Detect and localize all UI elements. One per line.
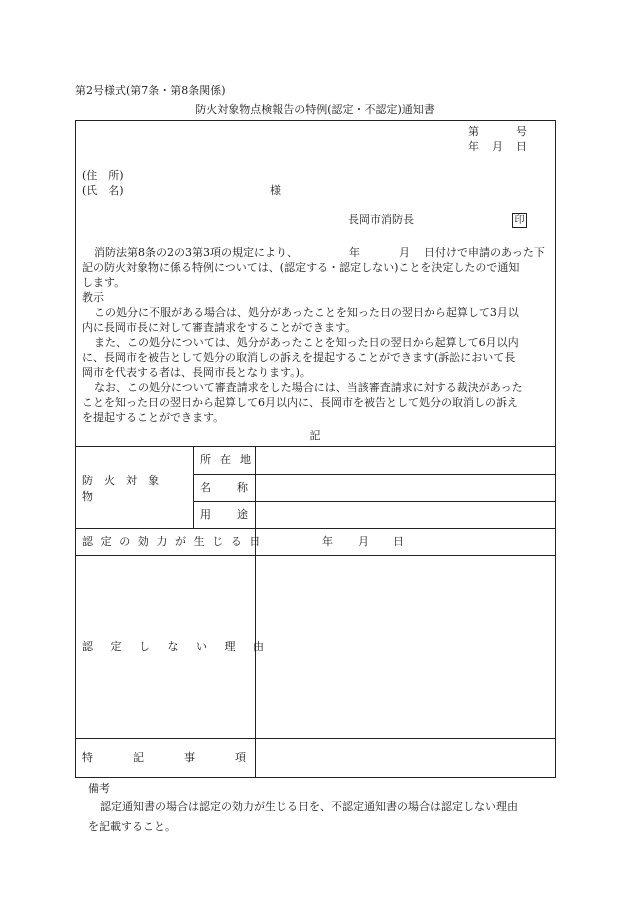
effective-day: 日 xyxy=(393,535,404,548)
table-top-line xyxy=(75,446,556,447)
name-label: (氏 名) xyxy=(82,184,124,197)
notes-label: 備考 xyxy=(88,782,110,795)
notice-line3: します。 xyxy=(82,276,126,289)
instruction-2-line1: また、この処分については、処分があったことを知った日の翌日から起算して6月以内 xyxy=(94,336,519,349)
date-year: 年 xyxy=(468,140,479,153)
location-label: 所在地 xyxy=(200,453,260,466)
instruction-label: 教示 xyxy=(82,291,104,304)
reason-label: 認定しない理由 xyxy=(82,640,282,653)
issuer-name: 長岡市消防長 xyxy=(348,213,414,226)
row-line-3 xyxy=(75,528,556,529)
row-line-5 xyxy=(75,738,556,739)
remarks-label: 特記事項 xyxy=(82,751,286,764)
row-line-4 xyxy=(75,555,556,556)
instruction-3-line2: ことを知った日の翌日から起算して6月以内に、長岡市を被告として処分の取消しの訴え xyxy=(82,396,518,409)
seal-mark: 印 xyxy=(512,213,527,228)
form-frame xyxy=(75,120,556,778)
col-line-label xyxy=(255,446,256,778)
row-line-1 xyxy=(193,474,556,475)
use-label: 用途 xyxy=(200,508,274,521)
notice-line1-c: 月 xyxy=(399,246,410,259)
instruction-3-line1: なお、この処分について審査請求をした場合には、当該審査請求に対する裁決があった xyxy=(94,381,523,394)
address-label: (住 所) xyxy=(82,169,124,182)
object-label-text: 防火対象物 xyxy=(82,474,170,503)
effective-date-label: 認定の効力が生じる日 xyxy=(82,535,268,548)
instruction-1-line2: 内に長岡市長に対して審査請求をすることができます。 xyxy=(82,321,357,334)
date-month: 月 xyxy=(492,140,503,153)
effective-year: 年 xyxy=(322,535,333,548)
instruction-2-line2: に、長岡市を被告として処分の取消しの訴えを提起することができます(訴訟において長 xyxy=(82,351,516,364)
name-label-cell: 名称 xyxy=(200,481,274,494)
effective-month: 月 xyxy=(358,535,369,548)
row-line-2 xyxy=(193,501,556,502)
form-number: 第2号様式(第7条・第8条関係) xyxy=(75,84,226,97)
col-line-object xyxy=(193,446,194,528)
ki-mark: 記 xyxy=(309,429,321,442)
number-go: 号 xyxy=(516,125,527,138)
number-dai: 第 xyxy=(468,125,479,138)
instruction-2-line3: 岡市を代表する者は、長岡市長となります。)。 xyxy=(82,366,311,379)
form-title: 防火対象物点検報告の特例(認定・不認定)通知書 xyxy=(195,103,435,116)
notes-line1: 認定通知書の場合は認定の効力が生じる日を、不認定通知書の場合は認定しない理由 xyxy=(100,800,518,813)
date-day: 日 xyxy=(516,140,527,153)
notes-line2: を記載すること。 xyxy=(88,820,176,833)
notice-line1-b: 年 xyxy=(349,246,360,259)
instruction-3-line3: を提起することができます。 xyxy=(82,411,225,424)
notice-line2: 記の防火対象物に係る特例については、(認定する・認定しない)ことを決定したので通知 xyxy=(82,261,520,274)
notice-line1-a: 消防法第8条の2の3第3項の規定により、 xyxy=(94,246,298,259)
instruction-1-line1: この処分に不服がある場合は、処分があったことを知った日の翌日から起算して3月以 xyxy=(94,306,519,319)
notice-line1-d: 日付けで申請のあった下 xyxy=(424,246,545,259)
honorific: 様 xyxy=(270,184,281,197)
object-label xyxy=(82,474,186,503)
